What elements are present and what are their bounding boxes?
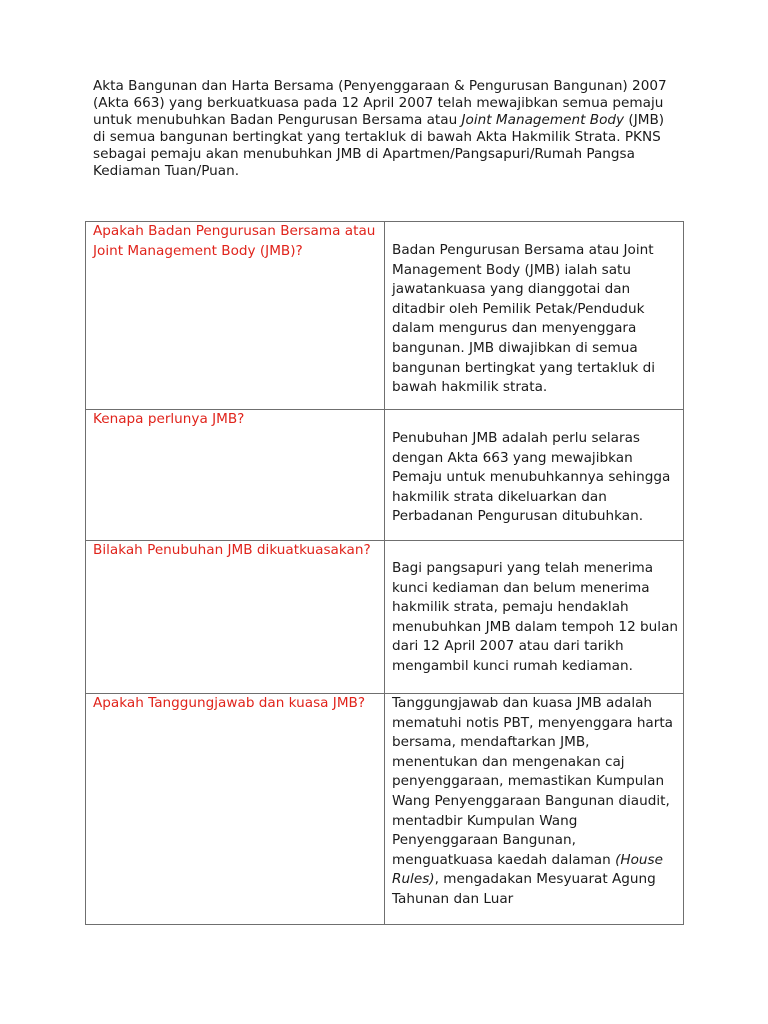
- faq-row: [86, 694, 684, 925]
- faq-row: [86, 222, 684, 410]
- intro-text-after: (JMB) di semua bangunan bertingkat yang tertakluk di bawah Akta Hakmilik Strata. PKNS sebagai pemaju akan menubuhkan JMB di Apartmen/Pangsapuri/Rumah Pangsa Kediaman Tuan/Puan.: [93, 112, 665, 179]
- answer-text-after: , mengadakan Mesyuarat Agung Tahunan dan Luar: [392, 871, 656, 907]
- question-cell: [86, 410, 385, 541]
- faq-row: [86, 541, 684, 694]
- intro-italic-term: Joint Management Body: [461, 112, 625, 128]
- answer-text: Penubuhan JMB adalah perlu selaras dengan Akta 663 yang mewajibkan Pemaju untuk menubuhkannya sehingga hakmilik strata dikeluarkan dan Perbadanan Pengurusan ditubuhkan.: [392, 430, 671, 525]
- question-cell: [86, 222, 385, 410]
- intro-text-before: Akta Bangunan dan Harta Bersama (Penyenggaraan & Pengurusan Bangunan) 2007 (Akta 663) yang berkuatkuasa pada 12 April 2007 telah mewajibkan semua pemaju untuk menubuhkan Badan Pengurusan Bersama atau: [93, 78, 667, 128]
- question-text: Bilakah Penubuhan JMB dikuatkuasakan?: [93, 542, 371, 558]
- answer-cell: [385, 410, 684, 541]
- answer-cell: [385, 222, 684, 410]
- faq-table: [85, 221, 684, 925]
- answer-cell: [385, 541, 684, 694]
- answer-text: Bagi pangsapuri yang telah menerima kunci kediaman dan belum menerima hakmilik strata, pemaju hendaklah menubuhkan JMB dalam tempoh 12 bulan dari 12 April 2007 atau dari tarikh mengambil kunci rumah kediaman.: [392, 560, 679, 674]
- question-text: Kenapa perlunya JMB?: [93, 411, 245, 427]
- answer-text: [385, 694, 683, 910]
- question-text: Apakah Tanggungjawab dan kuasa JMB?: [93, 695, 366, 711]
- answer-italic-term: (House Rules): [392, 851, 663, 888]
- answer-text: Badan Pengurusan Bersama atau Joint Management Body (JMB) ialah satu jawatankuasa yang dianggotai dan ditadbir oleh Pemilik Petak/Penduduk dalam mengurus dan menyenggara bangunan. JMB diwajibkan di semua bangunan bertingkat yang tertakluk di bawah hakmilik strata.: [392, 242, 655, 396]
- answer-text-before: Tanggungjawab dan kuasa JMB adalah mematuhi notis PBT, menyenggara harta bersama, mendaftarkan JMB, menentukan dan mengenakan caj penyenggaraan, memastikan Kumpulan Wang Penyenggaraan Bangunan diaudit, mentadbir Kumpulan Wang Penyenggaraan Bangunan, menguatkuasa kaedah dalaman: [392, 695, 674, 868]
- question-text: Apakah Badan Pengurusan Bersama atau Joint Management Body (JMB)?: [93, 223, 376, 259]
- faq-row: [86, 410, 684, 541]
- question-cell: [86, 541, 385, 694]
- answer-cell: [385, 694, 684, 925]
- intro-paragraph: [93, 78, 673, 180]
- question-cell: [86, 694, 385, 925]
